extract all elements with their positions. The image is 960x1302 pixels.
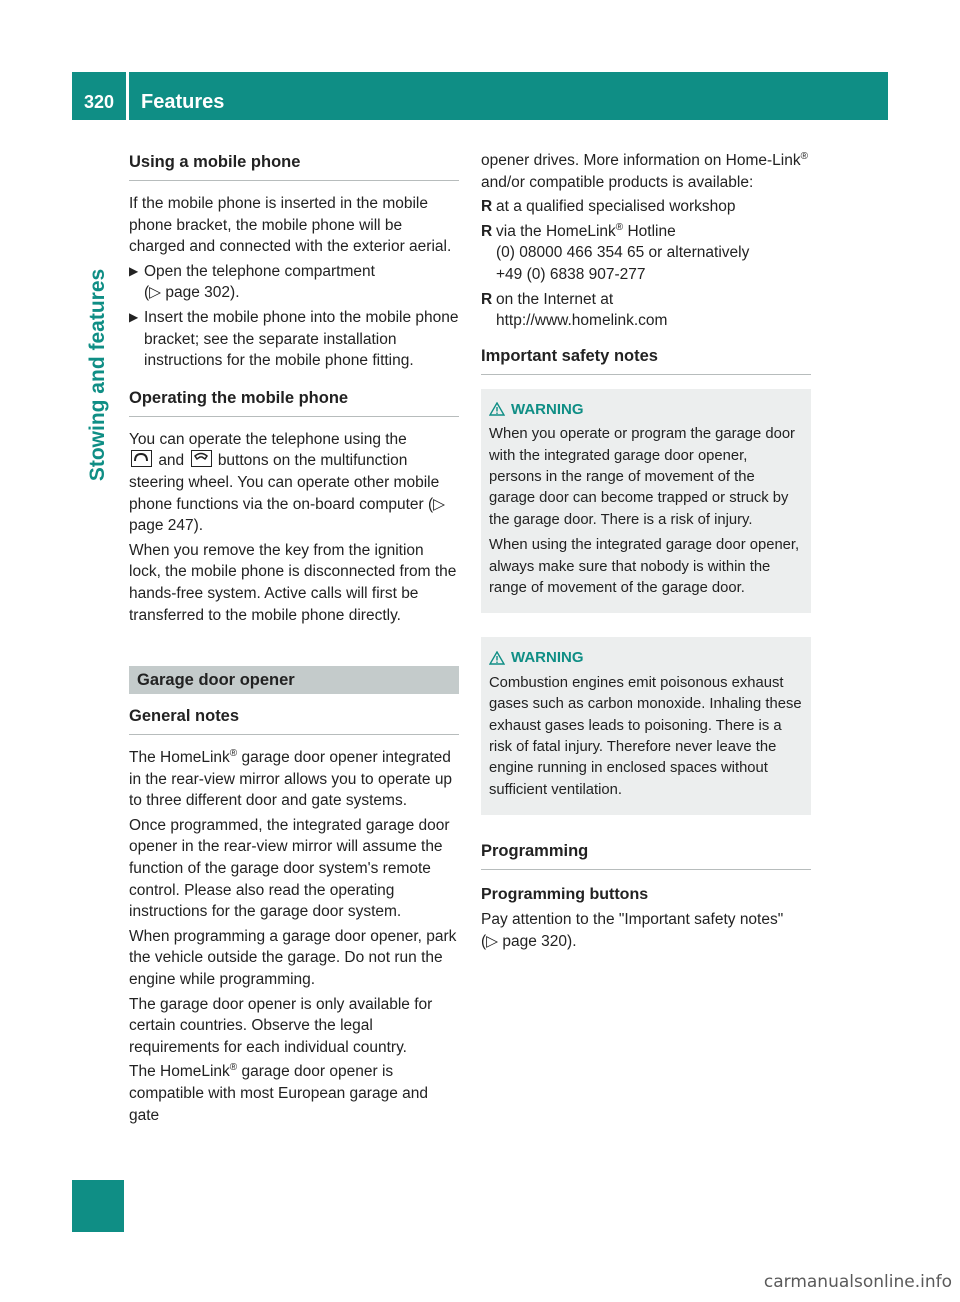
phone-accept-icon [131, 450, 152, 467]
page-reference-link[interactable]: (▷ page 320). [481, 932, 577, 950]
bullet-icon: R [481, 290, 493, 308]
heading-programming: Programming [481, 839, 811, 870]
paragraph-when-programming: When programming a garage door opener, park the vehicle outside the garage. Do not run the engine while programming. [129, 927, 457, 989]
watermark: carmanualsonline.info [763, 1272, 952, 1292]
step-arrow-icon: ▶ [129, 263, 139, 278]
heading-important-safety-notes: Important safety notes [481, 344, 811, 375]
page-reference-link[interactable]: (▷ page 247). [129, 495, 446, 535]
right-column [481, 150, 811, 955]
list-item: R via the HomeLink® Hotline (0) 08000 466 354 65 or alternatively +49 (0) 6838 907-277 [481, 221, 750, 283]
section-title: Features [141, 91, 225, 113]
list-item: R at a qualified specialised workshop [481, 196, 811, 218]
paragraph-homelink: The HomeLink® garage door opener integrated in the rear-view mirror allows you to operate up to three different door and gate systems. [129, 747, 453, 810]
phone-reject-icon [191, 450, 212, 467]
side-tab-marker [72, 1180, 124, 1232]
heading-operating-mobile-phone: Operating the mobile phone [129, 386, 459, 417]
page-reference-link[interactable]: (▷ page 302). [144, 284, 240, 302]
warning-title: WARNING [489, 647, 803, 668]
paragraph-continued: opener drives. More information on Home-Link® and/or compatible products is available: [481, 150, 808, 191]
step-item: ▶ Insert the mobile phone into the mobile phone bracket; see the separate installation instructions for the mobile phone fitting. [129, 308, 459, 370]
side-tab-label: Stowing and features [86, 268, 109, 482]
warning-triangle-icon [489, 651, 505, 665]
paragraph-operate: You can operate the telephone using the and buttons on the multifunction steering wheel. You can operate other mobile phone functions via the on-board computer (▷ page 247). [129, 430, 446, 535]
list-item: R on the Internet at http://www.homelink.com [481, 290, 668, 330]
paragraph-compatibility: The HomeLink® garage door opener is compatible with most European garage and gate [129, 1062, 428, 1124]
warning-box: WARNING Combustion engines emit poisonous exhaust gases such as carbon monoxide. Inhaling these exhaust gases leads to poisoning. There is a risk of fatal injury. Therefore never leave the engine running in enclosed spaces without sufficient ventilation. [481, 637, 811, 815]
bullet-icon: R [481, 198, 493, 216]
paragraph-programming: Pay attention to the "Important safety notes" (▷ page 320). [481, 911, 784, 950]
heading-using-mobile-phone: Using a mobile phone [129, 150, 459, 181]
paragraph-programmed: Once programmed, the integrated garage door opener in the rear-view mirror will assume the function of the garage door system's remote control. Please also read the operating instructions for the garage door system. [129, 816, 450, 921]
heading-programming-buttons: Programming buttons [481, 886, 649, 904]
heading-general-notes: General notes [129, 704, 459, 735]
warning-title: WARNING [489, 399, 803, 420]
homelink-url-link[interactable]: http://www.homelink.com [496, 312, 668, 330]
paragraph-remove-key: When you remove the key from the ignition lock, the mobile phone is disconnected from the hands-free system. Active calls will first be transferred to the mobile phone directly. [129, 541, 457, 624]
warning-triangle-icon [489, 402, 505, 416]
step-item: ▶ Open the telephone compartment (▷ page 302). [129, 262, 375, 302]
page-number: 320 [83, 92, 115, 112]
left-column [129, 150, 459, 1129]
paragraph-availability: The garage door opener is only available for certain countries. Observe the legal requirements for each individual country. [129, 995, 433, 1056]
section-banner-garage-door-opener: Garage door opener [129, 666, 459, 694]
paragraph-using: If the mobile phone is inserted in the mobile phone bracket, the mobile phone will be charged and connected with the exterior aerial. [129, 195, 452, 256]
header-divider [126, 72, 129, 120]
warning-box: WARNING When you operate or program the garage door with the integrated garage door opener, persons in the range of movement of the garage door can become trapped or struck by the garage door. There is a risk of injury. When using the integrated garage door opener, always make sure that nobody is within the range of movement of the garage door. [481, 389, 811, 614]
step-arrow-icon: ▶ [129, 309, 139, 324]
bullet-icon: R [481, 222, 493, 240]
